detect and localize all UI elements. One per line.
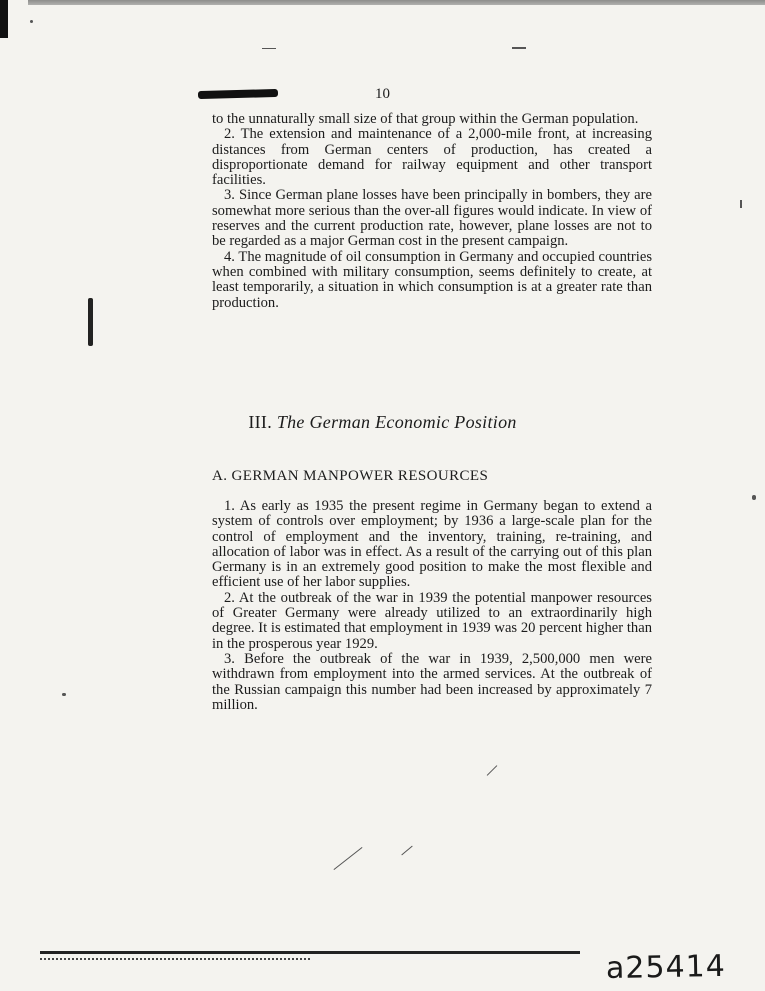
scan-artifact-bottom-dots bbox=[40, 958, 310, 960]
scan-speck bbox=[487, 765, 498, 776]
manpower-paragraphs bbox=[212, 499, 652, 713]
scan-speck bbox=[752, 495, 756, 500]
page-number: 10 bbox=[375, 86, 390, 102]
handwritten-document-number: a25414 bbox=[605, 948, 727, 987]
scan-speck bbox=[262, 48, 276, 49]
continued-findings bbox=[212, 112, 652, 311]
scan-speck bbox=[740, 200, 742, 208]
subsection-heading: A. GERMAN MANPOWER RESOURCES bbox=[212, 468, 489, 484]
paragraph: 4. The magnitude of oil consumption in Germany and occupied countries when combined with military consumption, seems definitely to create, at least temporarily, a situation in which consumption is at a greater rate than production. bbox=[212, 248, 652, 311]
scan-artifact-left bbox=[0, 0, 8, 38]
scan-speck bbox=[30, 20, 33, 23]
paragraph: 2. The extension and maintenance of a 2,000-mile front, at increasing distances from German centers of production, has created a disproportionate demand for railway equipment and other transport facilities. bbox=[212, 126, 652, 189]
scan-speck bbox=[401, 846, 412, 856]
scan-speck bbox=[334, 847, 363, 870]
paragraph: 2. At the outbreak of the war in 1939 the potential manpower resources of Greater Germany were already utilized to an extraordinarily high degree. It is estimated that employment in 1939 was 20 percent higher than in the prosperous year 1929. bbox=[212, 589, 652, 652]
paragraph: to the unnaturally small size of that group within the German population. bbox=[212, 111, 639, 127]
paragraph: 3. Since German plane losses have been principally in bombers, they are somewhat more serious than the over-all figures would indicate. In view of reserves and the current production rate, however, plane losses are not to be regarded as a major German cost in the present campaign. bbox=[212, 187, 652, 250]
scan-speck bbox=[512, 47, 526, 49]
scan-artifact-bottom-line bbox=[40, 951, 580, 954]
scan-artifact-top bbox=[28, 0, 765, 5]
section-heading bbox=[0, 412, 765, 433]
scan-speck bbox=[62, 693, 66, 696]
paragraph: 1. As early as 1935 the present regime in Germany began to extend a system of controls over employment; by 1936 a large-scale plan for the control of employment and the inventory, training, re-training, and allocation of labor was in effect. As a result of the carrying out of this plan Germany is in an extremely good position to make the most flexible and efficient use of her labor supplies. bbox=[212, 498, 652, 591]
paragraph: 3. Before the outbreak of the war in 1939, 2,500,000 men were withdrawn from employment into the armed services. At the outbreak of the Russian campaign this number had been increased by approximately 7 million. bbox=[212, 650, 652, 713]
section-title: The German Economic Position bbox=[276, 412, 517, 432]
section-number: III. bbox=[248, 412, 272, 432]
margin-mark bbox=[88, 298, 93, 346]
